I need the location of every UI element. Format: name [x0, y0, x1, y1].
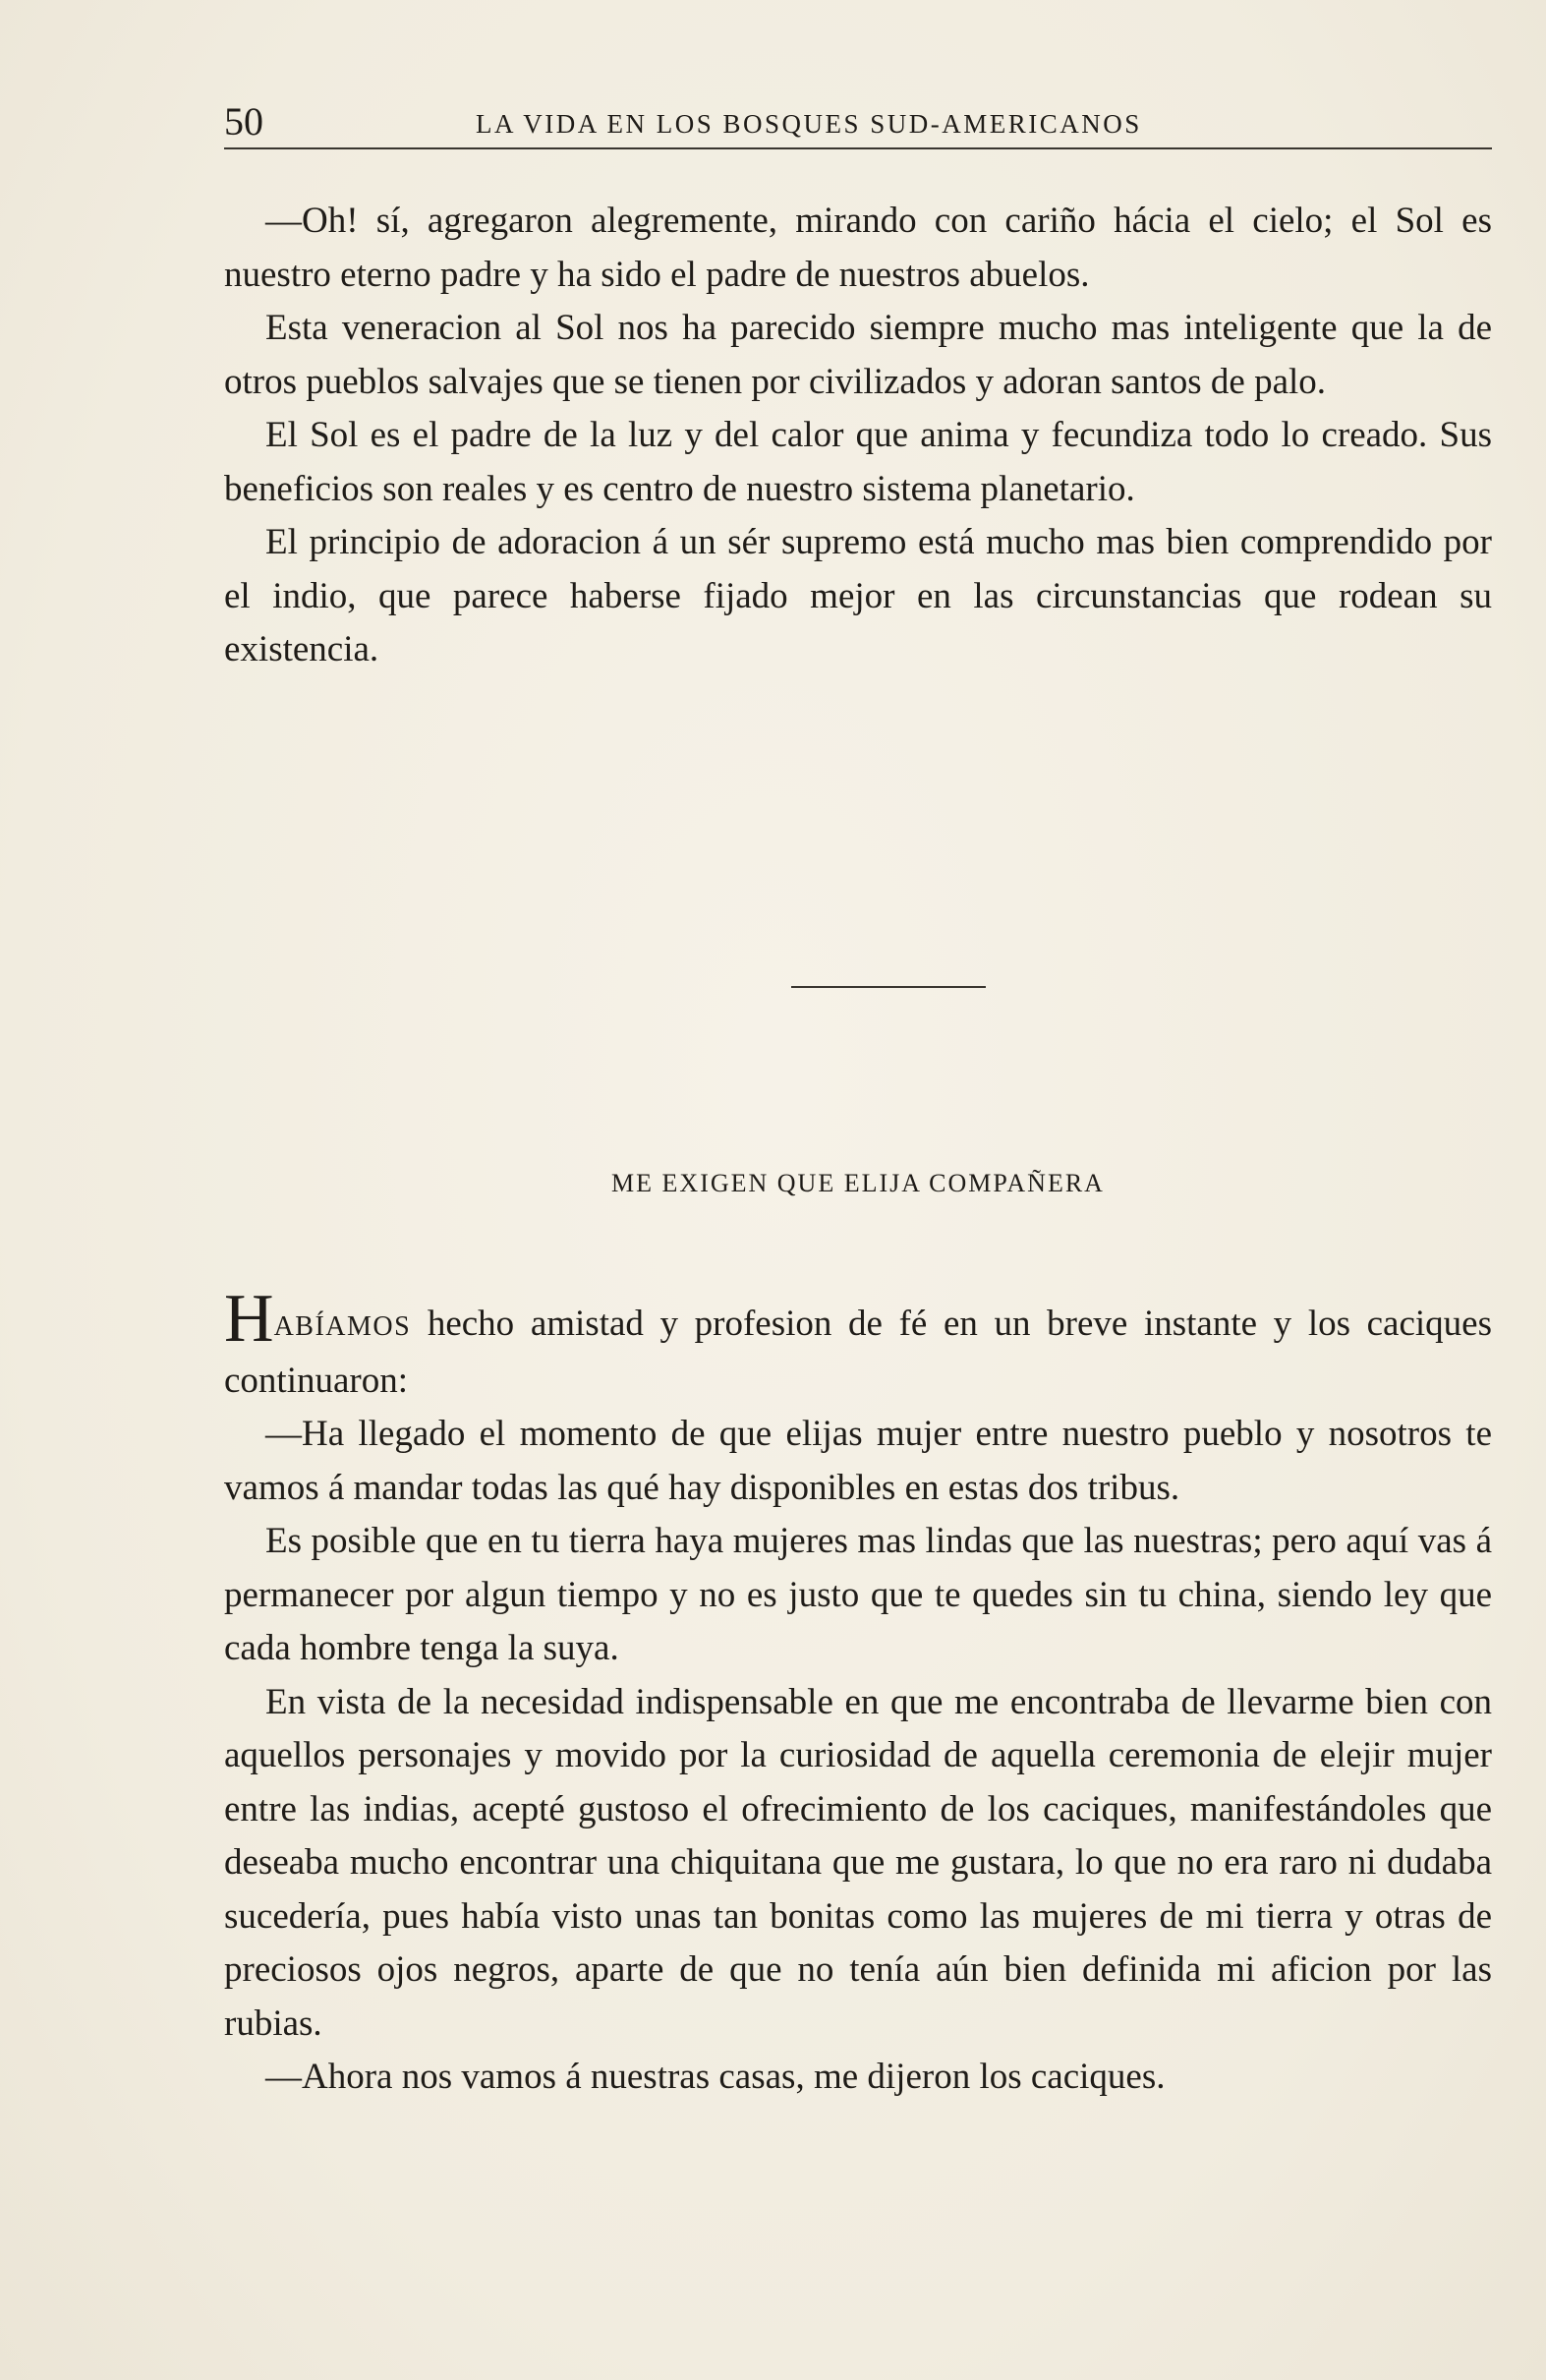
section-divider [791, 986, 986, 988]
text-block-2 [224, 1281, 1492, 2105]
running-header [224, 96, 1492, 149]
paragraph: —Oh! sí, agregaron alegremente, mirando con cariño hácia el cielo; el Sol es nuestro eterno padre y ha sido el padre de nuestros abuelos. [224, 201, 1492, 295]
paragraph: El principio de adoracion á un sér supremo está mucho mas bien comprendido por el indio, que parece haberse fijado mejor en las circunstancias que rodean su existencia. [224, 522, 1492, 669]
paragraph: —Ahora nos vamos á nuestras casas, me dijeron los caciques. [265, 2057, 1166, 2097]
running-title: LA VIDA EN LOS BOSQUES SUD-AMERICANOS [476, 109, 1142, 139]
opening-paragraph [224, 1281, 1492, 1408]
text-block-1 [224, 195, 1492, 677]
paragraph: El Sol es el padre de la luz y del calor que anima y fecundiza todo lo creado. Sus beneficios son reales y es centro de nuestro sistema planetario. [224, 415, 1492, 509]
small-caps-word: ABÍAMOS [273, 1311, 412, 1342]
paragraph: —Ha llegado el momento de que elijas mujer entre nuestro pueblo y nosotros te vamos á mandar todas las qué hay disponibles en estas dos tribus. [224, 1414, 1492, 1508]
page-number: 50 [224, 99, 263, 144]
drop-cap: H [224, 1281, 274, 1357]
opening-paragraph-text: hecho amistad y profesion de fé en un breve instante y los caciques continuaron: [224, 1304, 1492, 1401]
paragraph: Es posible que en tu tierra haya mujeres mas lindas que las nuestras; pero aquí vas á permanecer por algun tiempo y no es justo que te quedes sin tu china, siendo ley que cada hombre tenga la suya. [224, 1521, 1492, 1668]
paragraph: Esta veneracion al Sol nos ha parecido siempre mucho mas inteligente que la de otros pueblos salvajes que se tienen por civilizados y adoran santos de palo. [224, 308, 1492, 402]
paragraph: En vista de la necesidad indispensable en que me encontraba de llevarme bien con aquellos personajes y movido por la curiosidad de aquella ceremonia de elejir mujer entre las indias, acepté gustoso el ofrecimiento de los caciques, manifestándoles que deseaba mucho encontrar una chiquitana que me gustara, lo que no era raro ni dudaba sucedería, pues había visto unas tan bonitas como las mujeres de mi tierra y otras de preciosos ojos negros, aparte de que no tenía aún bien definida mi aficion por las rubias. [224, 1681, 1492, 2044]
section-heading: ME EXIGEN QUE ELIJA COMPAÑERA [611, 1169, 1105, 1197]
